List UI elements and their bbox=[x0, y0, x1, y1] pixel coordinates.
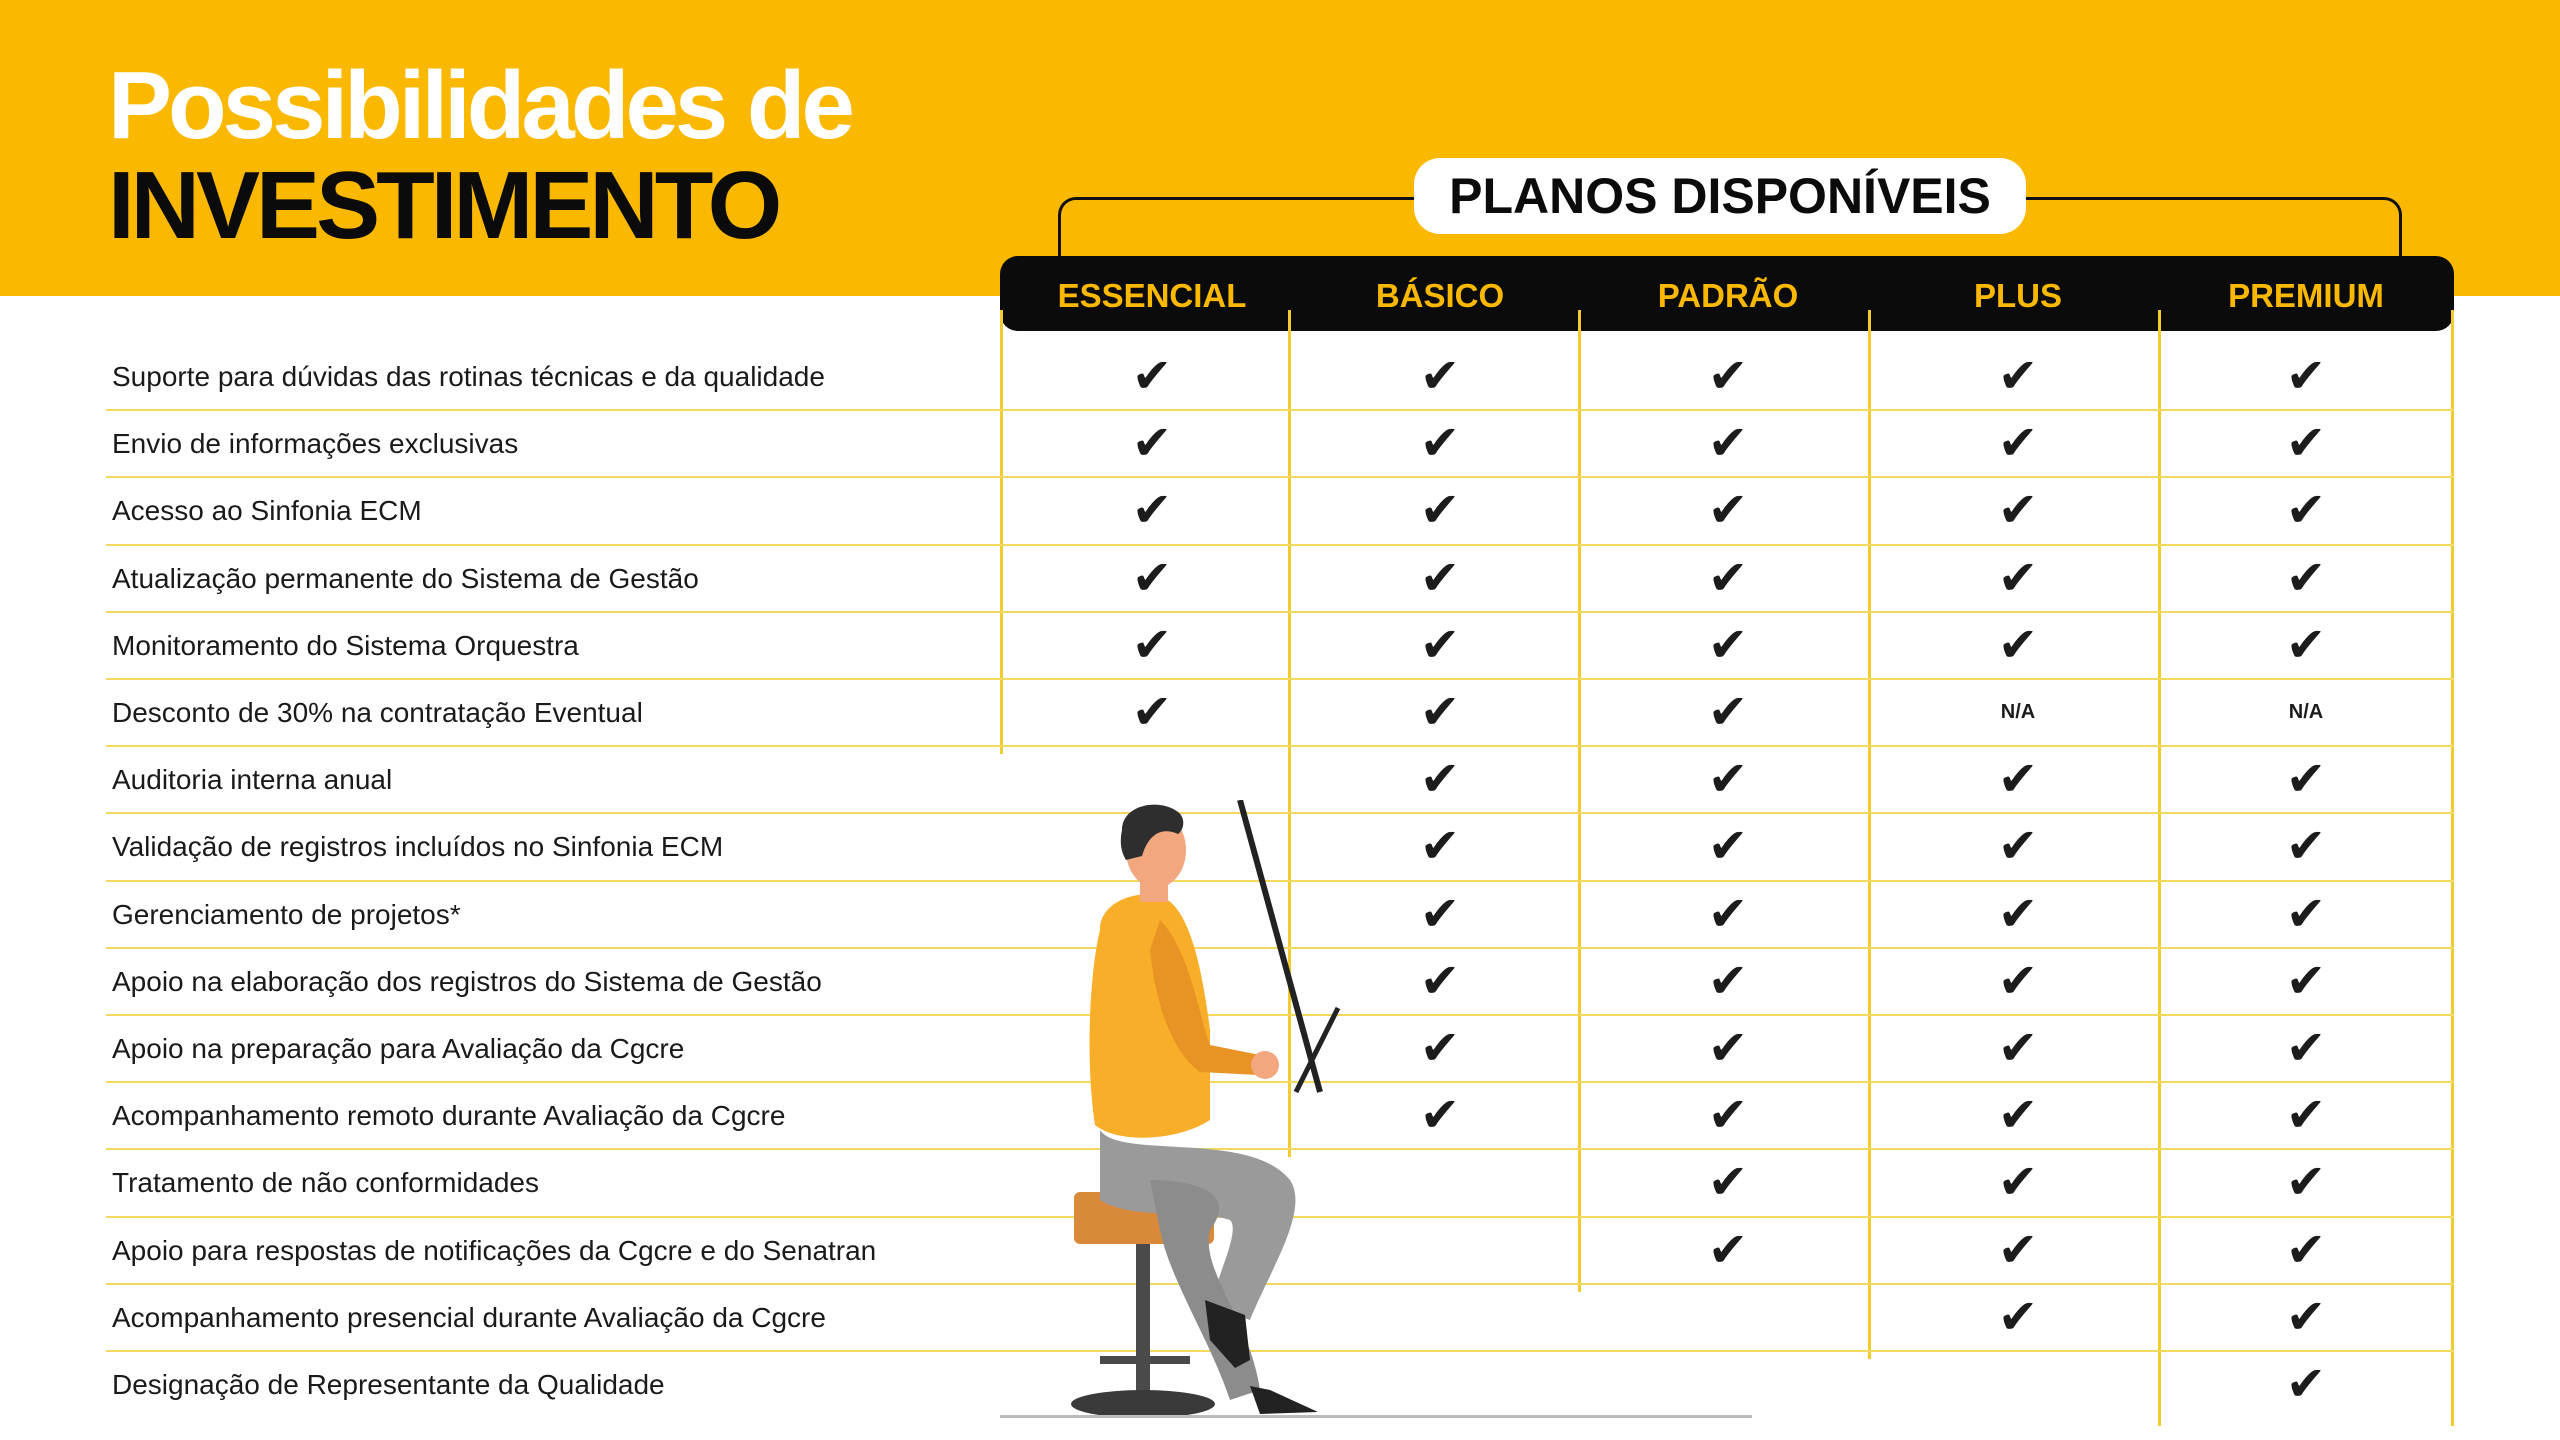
check-icon: ✔ bbox=[2285, 484, 2327, 538]
check-icon: ✔ bbox=[1707, 820, 1749, 874]
check-icon: ✔ bbox=[1707, 417, 1749, 471]
person-with-laptop-illustration bbox=[1060, 800, 1360, 1420]
check-icon: ✔ bbox=[1131, 417, 1173, 471]
check-icon: ✔ bbox=[1707, 1022, 1749, 1075]
stool-base-shape bbox=[1071, 1390, 1215, 1418]
check-icon: ✔ bbox=[1419, 350, 1461, 403]
feature-label: Acesso ao Sinfonia ECM bbox=[112, 495, 422, 527]
check-icon: ✔ bbox=[1997, 1290, 2039, 1344]
feature-label: Designação de Representante da Qualidade bbox=[112, 1369, 665, 1400]
check-icon: ✔ bbox=[1707, 1156, 1749, 1210]
feature-label: Tratamento de não conformidades bbox=[112, 1167, 539, 1199]
check-icon: ✔ bbox=[1997, 417, 2039, 471]
check-icon: ✔ bbox=[2285, 350, 2327, 403]
check-icon: ✔ bbox=[1419, 686, 1461, 739]
stool-footrest-shape bbox=[1100, 1356, 1190, 1364]
check-icon: ✔ bbox=[2285, 1156, 2327, 1210]
check-icon: ✔ bbox=[1997, 1223, 2039, 1277]
check-icon: ✔ bbox=[1997, 820, 2039, 874]
feature-label: Desconto de 30% na contratação Eventual bbox=[112, 697, 643, 728]
feature-label: Apoio na preparação para Avaliação da Cgcre bbox=[112, 1033, 685, 1064]
check-icon: ✔ bbox=[2285, 1022, 2327, 1075]
check-icon: ✔ bbox=[1707, 1223, 1749, 1277]
page-title-line2: INVESTIMENTO bbox=[108, 152, 779, 259]
check-icon: ✔ bbox=[1131, 551, 1173, 605]
check-icon: ✔ bbox=[1419, 551, 1461, 605]
stool-leg-shape bbox=[1136, 1244, 1150, 1394]
check-icon: ✔ bbox=[2285, 820, 2327, 874]
plan-header-plus: PLUS bbox=[1973, 277, 2062, 314]
check-icon: ✔ bbox=[1419, 484, 1461, 538]
check-icon: ✔ bbox=[1707, 686, 1749, 739]
feature-label: Validação de registros incluídos no Sinfonia ECM bbox=[112, 831, 724, 863]
plan-header-essencial: ESSENCIAL bbox=[1057, 277, 1247, 314]
page-title-line1: Possibilidades de bbox=[108, 52, 851, 159]
check-icon: ✔ bbox=[1997, 551, 2039, 605]
check-icon: ✔ bbox=[1131, 350, 1173, 403]
check-icon: ✔ bbox=[1707, 954, 1749, 1008]
plan-header-basico: BÁSICO bbox=[1375, 277, 1505, 314]
check-icon: ✔ bbox=[2285, 551, 2327, 605]
check-icon: ✔ bbox=[1419, 1022, 1461, 1075]
check-icon: ✔ bbox=[1707, 618, 1749, 672]
check-icon: ✔ bbox=[1997, 350, 2039, 403]
check-icon: ✔ bbox=[1419, 618, 1461, 672]
column-divider bbox=[1868, 310, 1871, 1359]
not-applicable-label: N/A bbox=[2288, 701, 2324, 723]
check-icon: ✔ bbox=[1707, 1089, 1749, 1143]
check-icon: ✔ bbox=[1131, 686, 1173, 739]
plans-title: PLANOS DISPONÍVEIS bbox=[1414, 158, 2026, 234]
column-divider bbox=[1578, 310, 1581, 1292]
check-icon: ✔ bbox=[1419, 1089, 1461, 1143]
check-icon: ✔ bbox=[1707, 551, 1749, 605]
check-icon: ✔ bbox=[1997, 1089, 2039, 1143]
check-icon: ✔ bbox=[1707, 887, 1749, 941]
check-icon: ✔ bbox=[2285, 954, 2327, 1008]
feature-label: Acompanhamento presencial durante Avaliação da Cgcre bbox=[112, 1301, 826, 1333]
check-icon: ✔ bbox=[2285, 753, 2327, 807]
check-icon: ✔ bbox=[1707, 484, 1749, 538]
check-icon: ✔ bbox=[1419, 753, 1461, 807]
not-applicable-label: N/A bbox=[2000, 701, 2036, 723]
feature-label: Suporte para dúvidas das rotinas técnicas e da qualidade bbox=[112, 361, 825, 392]
feature-label: Apoio para respostas de notificações da Cgcre e do Senatran bbox=[112, 1234, 877, 1266]
check-icon: ✔ bbox=[1707, 350, 1749, 403]
plan-header-padrao: PADRÃO bbox=[1657, 277, 1799, 314]
feature-label: Monitoramento do Sistema Orquestra bbox=[112, 629, 579, 661]
check-icon: ✔ bbox=[1419, 417, 1461, 471]
hand-shape bbox=[1251, 1051, 1279, 1079]
check-icon: ✔ bbox=[2285, 417, 2327, 471]
check-icon: ✔ bbox=[1997, 954, 2039, 1008]
shoe-back-shape bbox=[1250, 1386, 1318, 1414]
floor-line bbox=[1000, 1415, 1752, 1418]
plan-header-premium: PREMIUM bbox=[2228, 277, 2384, 314]
check-icon: ✔ bbox=[2285, 1358, 2327, 1411]
feature-label: Auditoria interna anual bbox=[112, 764, 393, 796]
check-icon: ✔ bbox=[1997, 1156, 2039, 1210]
check-icon: ✔ bbox=[2285, 618, 2327, 672]
check-icon: ✔ bbox=[1997, 887, 2039, 941]
check-icon: ✔ bbox=[2285, 1223, 2327, 1277]
check-icon: ✔ bbox=[2285, 887, 2327, 941]
check-icon: ✔ bbox=[2285, 1089, 2327, 1143]
check-icon: ✔ bbox=[1131, 484, 1173, 538]
check-icon: ✔ bbox=[2285, 1290, 2327, 1344]
feature-label: Gerenciamento de projetos* bbox=[112, 898, 461, 930]
feature-label: Atualização permanente do Sistema de Gestão bbox=[112, 562, 699, 594]
laptop-base-shape bbox=[1240, 800, 1320, 1092]
check-icon: ✔ bbox=[1131, 618, 1173, 672]
check-icon: ✔ bbox=[1997, 1022, 2039, 1075]
check-icon: ✔ bbox=[1997, 484, 2039, 538]
check-icon: ✔ bbox=[1997, 753, 2039, 807]
check-icon: ✔ bbox=[1707, 753, 1749, 807]
feature-label: Acompanhamento remoto durante Avaliação da Cgcre bbox=[112, 1100, 786, 1132]
feature-label: Envio de informações exclusivas bbox=[112, 428, 519, 460]
check-icon: ✔ bbox=[1419, 820, 1461, 874]
check-icon: ✔ bbox=[1997, 618, 2039, 672]
column-divider bbox=[1000, 310, 1003, 754]
check-icon: ✔ bbox=[1419, 887, 1461, 941]
feature-label: Apoio na elaboração dos registros do Sistema de Gestão bbox=[112, 965, 822, 997]
check-icon: ✔ bbox=[1419, 954, 1461, 1008]
